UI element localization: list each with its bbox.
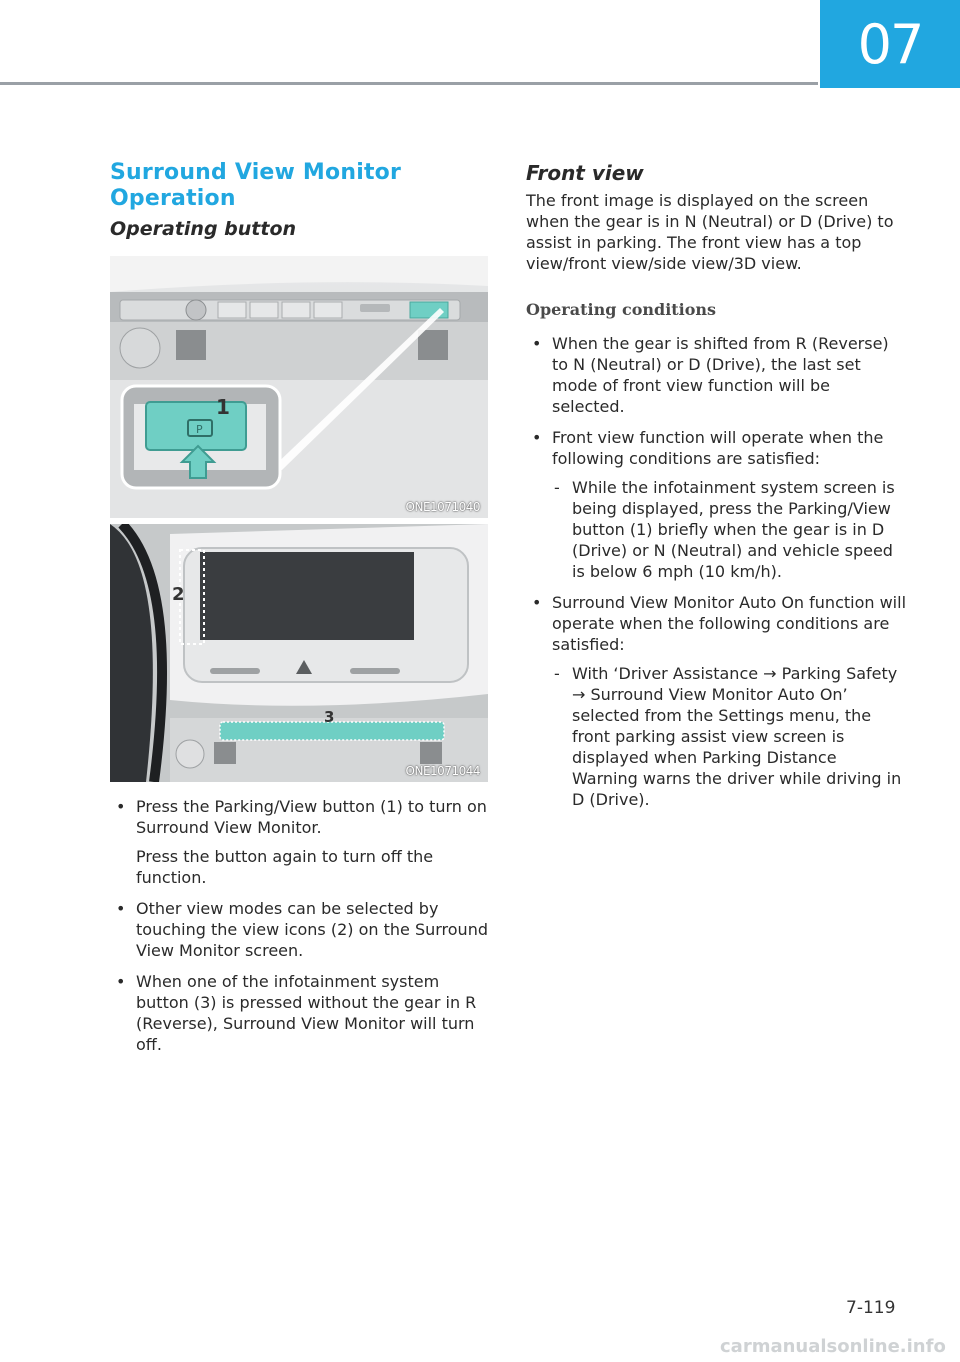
operating-button-list (110, 796, 488, 1055)
figure-parking-button (110, 256, 488, 518)
list-item: • Surround View Monitor Auto On function will operate when the following conditions are satisfied: - With ‘Driver Assistance → Parking Safety → Surround View Monitor Auto On’ selected from the Settings menu, the front parking assist view screen is displayed when Parking Distance Warning warns the driver while driving in D (Drive). (526, 592, 906, 810)
callout-2: 2 (172, 584, 185, 605)
button-symbol: P (196, 423, 203, 436)
sub-title: Operating button (110, 218, 297, 240)
list-item: • Press the Parking/View button (1) to turn on Surround View Monitor. Press the button again to turn off the function. (110, 796, 488, 888)
figure-code: ONE1071040 (405, 500, 480, 514)
callout-3: 3 (324, 708, 335, 726)
chapter-number: 07 (857, 12, 923, 76)
header-rule (0, 82, 818, 85)
section-title: Surround View Monitor Operation (110, 160, 402, 211)
operating-conditions-list (526, 333, 906, 810)
operating-conditions-title: Operating conditions (526, 300, 717, 319)
figure-dashboard (110, 524, 488, 782)
front-view-title: Front view (526, 161, 644, 185)
watermark: carmanualsonline.info (720, 1336, 946, 1357)
list-item: • When the gear is shifted from R (Reverse) to N (Neutral) or D (Drive), the last set mode of front view function will be selected. (526, 333, 906, 417)
figure-parking-button-illustration (110, 256, 488, 518)
sub-list-item: - While the infotainment system screen is being displayed, press the Parking/View button (1) briefly when the gear is in D (Drive) or N (Neutral) and vehicle speed is below 6 mph (10 km/h). (552, 477, 906, 582)
page-number: 7-119 (846, 1298, 896, 1318)
figure-dashboard-illustration (110, 524, 488, 782)
chapter-tab (820, 0, 960, 88)
left-column (110, 160, 488, 1065)
sub-list (552, 477, 906, 582)
sub-list (552, 663, 906, 810)
sub-list-item: - With ‘Driver Assistance → Parking Safety → Surround View Monitor Auto On’ selected from the Settings menu, the front parking assist view screen is displayed when Parking Distance Warning warns the driver while driving in D (Drive). (552, 663, 906, 810)
front-view-intro: The front image is displayed on the screen when the gear is in N (Neutral) or D (Drive) to assist in parking. The front view has a top view/front view/side view/3D view. (526, 191, 894, 273)
callout-1: 1 (216, 395, 230, 419)
list-item: • Other view modes can be selected by touching the view icons (2) on the Surround View Monitor screen. (110, 898, 488, 961)
list-item: • When one of the infotainment system button (3) is pressed without the gear in R (Reverse), Surround View Monitor will turn off. (110, 971, 488, 1055)
list-item: • Front view function will operate when the following conditions are satisfied: - While the infotainment system screen is being displayed, press the Parking/View button (1) briefly when the gear is in D (Drive) or N (Neutral) and vehicle speed is below 6 mph (10 km/h). (526, 427, 906, 582)
figure-code: ONE1071044 (405, 764, 480, 778)
right-column (526, 160, 906, 820)
